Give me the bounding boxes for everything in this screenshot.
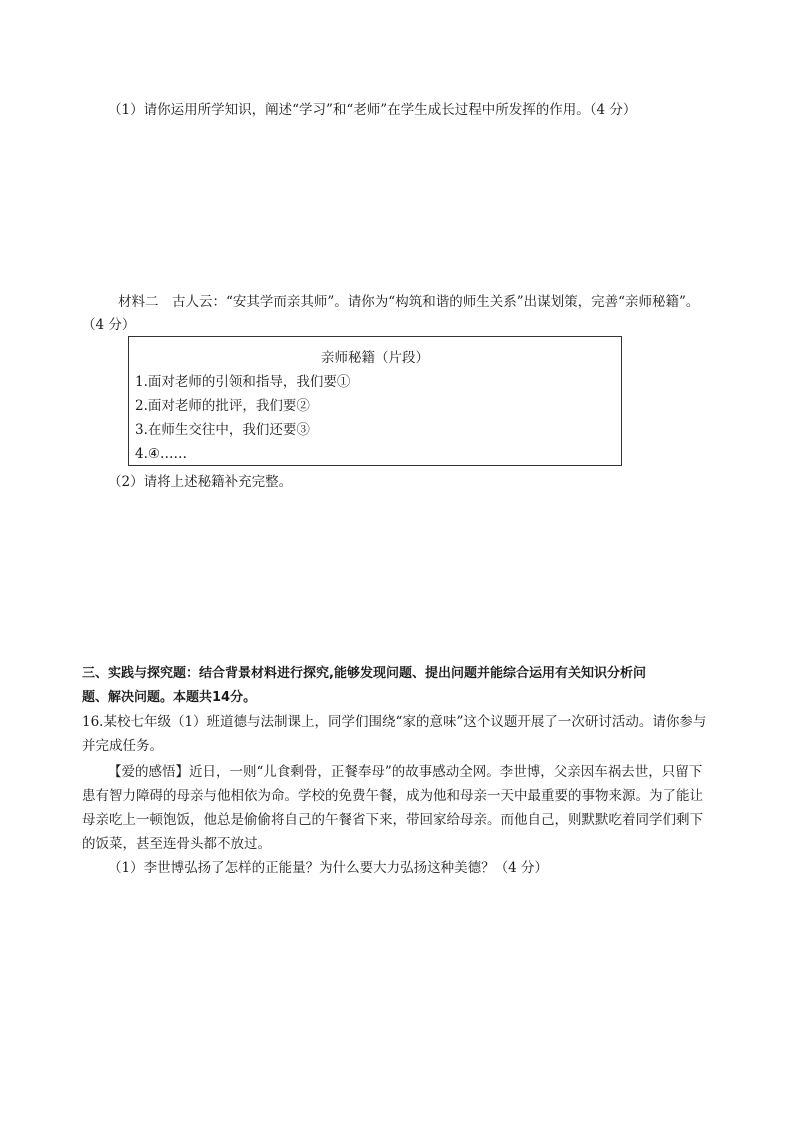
- q16-intro-line1: 16.某校七年级（1）班道德与法制课上，同学们围绕“家的意味”这个议题开展了一次研讨活动。请你参与: [82, 714, 707, 730]
- q16-para-line2: 患有智力障碍的母亲与他相依为命。学校的免费午餐，成为他和母亲一天中最重要的事物来源。为了能让: [82, 788, 703, 804]
- tips-box-title: 亲师秘籍（片段）: [321, 350, 429, 366]
- q16-para-line4: 的饭菜，甚至连骨头都不放过。: [82, 836, 271, 852]
- material2-line2: （4 分）: [82, 317, 136, 333]
- q16-sub1: （1）李世博弘扬了怎样的正能量？为什么要大力弘扬这种美德？（4 分）: [108, 860, 548, 876]
- q16-para-line3: 母亲吃上一顿饱饭，他总是偷偷将自己的午餐省下来，带回家给母亲。而他自己，则默默吃着同学们剩下: [82, 812, 703, 828]
- q15-sub1: （1）请你运用所学知识，阐述“学习”和“老师”在学生成长过程中所发挥的作用。（4 分）: [108, 102, 637, 118]
- tips-box: [128, 336, 622, 466]
- section3-heading-line2: 题、解决问题。本题共14分。: [82, 690, 257, 705]
- tips-item-1: 1.面对老师的引领和指导，我们要①: [135, 374, 351, 390]
- tips-item-3: 3.在师生交往中，我们还要③: [135, 422, 310, 438]
- q16-para-line1: 【爱的感悟】近日，一则“儿食剩骨，正餐奉母”的故事感动全网。李世博，父亲因车祸去世，只留下: [108, 764, 703, 780]
- q16-intro-line2: 并完成任务。: [82, 738, 163, 754]
- q15-sub2: （2）请将上述秘籍补充完整。: [108, 474, 293, 490]
- section3-heading-line1: 三、实践与探究题：结合背景材料进行探究,能够发现问题、提出问题并能综合运用有关知识分析问: [82, 666, 646, 681]
- material2-line1: 材料二 古人云：“安其学而亲其师”。请你为“构筑和谐的师生关系”出谋划策，完善“亲师秘籍”。: [118, 294, 700, 310]
- tips-item-4: 4.④……: [135, 446, 187, 462]
- tips-item-2: 2.面对老师的批评，我们要②: [135, 398, 310, 414]
